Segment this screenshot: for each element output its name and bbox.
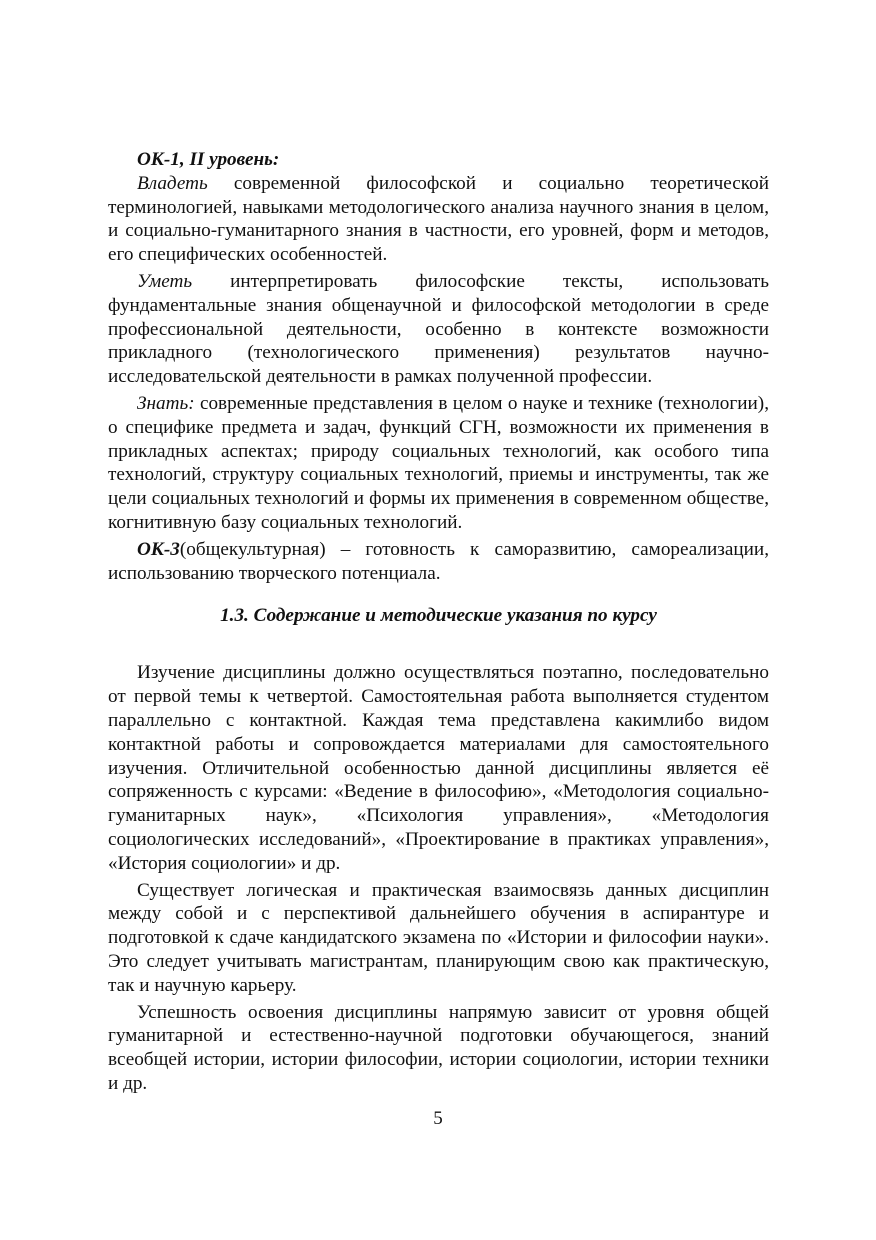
ok3-lead: ОК-3	[137, 538, 180, 560]
znat-text: современные представления в целом о науке и технике (технологии), о специфике предмета и задач, функций СГН, возможности их применения в прикладных аспектах; природу социальных технологий, как особого типа технологий, структуру социальных технологий, приемы и инструменты, так же цели социальных технологий и формы их применения в современном обществе, когнитивную базу социальных технологий.	[108, 392, 769, 533]
section-paragraph: Существует логическая и практическая взаимосвязь данных дисциплин между собой и с перспективой дальнейшего обучения в аспирантуре и подготовкой к сдаче кандидатского экзамена по «Истории и философии науки». Это следует учитывать магистрантам, планирующим свою как практическую, так и научную карьеру.	[108, 879, 769, 996]
page-number: 5	[433, 1108, 443, 1129]
znat-lead: Знать:	[137, 392, 195, 414]
section-paragraph: Успешность освоения дисциплины напрямую зависит от уровня общей гуманитарной и естественно-научной подготовки обучающегося, знаний всеобщей истории, истории философии, истории социологии, истории техники и др.	[108, 1001, 769, 1094]
ok3-text: (общекультурная) – готовность к саморазвитию, самореализации, использованию творческого потенциала.	[108, 538, 769, 584]
section-paragraph: Изучение дисциплины должно осуществляться поэтапно, последовательно от первой темы к четвертой. Самостоятельная работа выполняется студентом параллельно с контактной. Каждая тема представлена какимлибо видом контактной работы и сопровождается материалами для самостоятельного изучения. Отличительной особенностью данной дисциплины является её сопряженность с курсами: «Ведение в философию», «Методология социально-гуманитарных наук», «Психология управления», «Методология социологических исследований», «Проектирование в практиках управления», «История социологии» и др.	[108, 662, 769, 874]
section-heading: 1.3. Содержание и методические указания по курсу	[220, 605, 657, 627]
umet-text: интерпретировать философские тексты, использовать фундаментальные знания общенаучной и философской методологии в среде профессиональной деятельности, особенно в контексте возможности прикладного (технологического применения) результатов научно-исследовательской деятельности в рамках полученной профессии.	[108, 270, 769, 388]
ok1-vladet-paragraph	[108, 172, 769, 267]
ok1-umet-paragraph	[108, 270, 769, 389]
vladet-lead: Владеть	[137, 172, 208, 194]
vladet-text: современной философской и социально теоретической терминологией, навыками методологического анализа научного знания в целом, и социально-гуманитарного знания в частности, его уровней, форм и методов, его специфических особенностей.	[108, 172, 769, 266]
ok1-heading: ОК-1, II уровень:	[137, 149, 280, 170]
ok1-znat-paragraph	[108, 392, 769, 535]
umet-lead: Уметь	[137, 270, 193, 292]
ok3-paragraph	[108, 538, 769, 586]
document-page	[108, 148, 769, 1096]
